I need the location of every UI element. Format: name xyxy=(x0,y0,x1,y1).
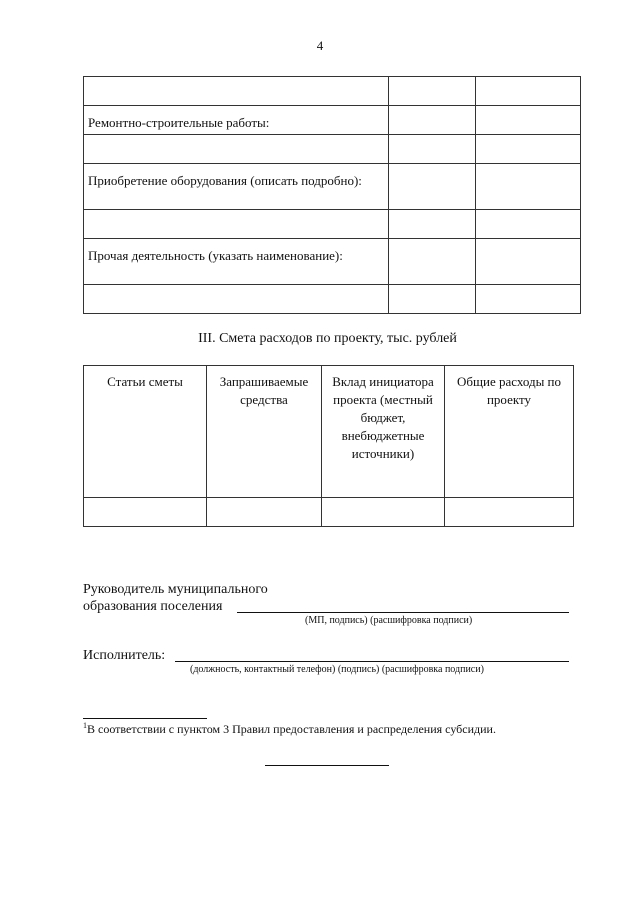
head-signature-hint: (МП, подпись) (расшифровка подписи) xyxy=(305,615,473,626)
table-cell xyxy=(389,285,476,314)
column-header: Вклад инициатора проекта (местный бюджет, внебюджетные источники) xyxy=(322,366,445,498)
table-cell: Приобретение оборудования (описать подробно): xyxy=(84,164,389,210)
table-cell xyxy=(84,498,207,527)
table-cell xyxy=(476,239,581,285)
table-header-row xyxy=(84,366,574,498)
end-separator xyxy=(265,765,389,766)
table-cell xyxy=(476,77,581,106)
executor-label: Исполнитель: xyxy=(83,648,166,663)
head-signature-line xyxy=(237,612,569,613)
executor-signature-hint: (должность, контактный телефон) (подпись) (расшифровка подписи) xyxy=(190,664,484,675)
activities-table xyxy=(83,76,581,314)
column-header: Запрашиваемые средства xyxy=(207,366,322,498)
table-cell xyxy=(476,164,581,210)
table-row xyxy=(84,106,581,135)
budget-table xyxy=(83,365,574,527)
table-cell: Ремонтно-строительные работы: xyxy=(84,106,389,135)
table-cell: Прочая деятельность (указать наименование): xyxy=(84,239,389,285)
column-header: Статьи сметы xyxy=(84,366,207,498)
table-cell xyxy=(389,164,476,210)
table-row xyxy=(84,498,574,527)
table-row xyxy=(84,77,581,106)
table-row xyxy=(84,210,581,239)
page-number: 4 xyxy=(316,38,324,53)
executor-signature-line xyxy=(175,661,569,662)
table-cell xyxy=(389,77,476,106)
table-cell xyxy=(389,135,476,164)
footnote-text: В соответствии с пунктом 3 Правил предоставления и распределения субсидии. xyxy=(87,722,496,736)
head-title-line2: образования поселения xyxy=(83,599,223,614)
table-row xyxy=(84,164,581,210)
section-title: III. Смета расходов по проекту, тыс. рублей xyxy=(198,331,457,346)
column-header: Общие расходы по проекту xyxy=(445,366,574,498)
head-title-line1: Руководитель муниципального xyxy=(83,582,268,597)
table-cell xyxy=(476,106,581,135)
table-cell xyxy=(476,210,581,239)
table-cell xyxy=(389,210,476,239)
table-row xyxy=(84,239,581,285)
table-cell xyxy=(445,498,574,527)
table-cell xyxy=(84,285,389,314)
table-cell xyxy=(84,135,389,164)
table-cell xyxy=(476,135,581,164)
table-cell xyxy=(322,498,445,527)
table-row xyxy=(84,285,581,314)
table-cell xyxy=(389,239,476,285)
table-cell xyxy=(389,106,476,135)
table-row xyxy=(84,135,581,164)
table-cell xyxy=(84,210,389,239)
table-cell xyxy=(84,77,389,106)
footnote xyxy=(83,721,496,737)
footnote-mark: 1 xyxy=(83,721,87,730)
table-cell xyxy=(476,285,581,314)
table-cell xyxy=(207,498,322,527)
footnote-separator xyxy=(83,718,207,719)
